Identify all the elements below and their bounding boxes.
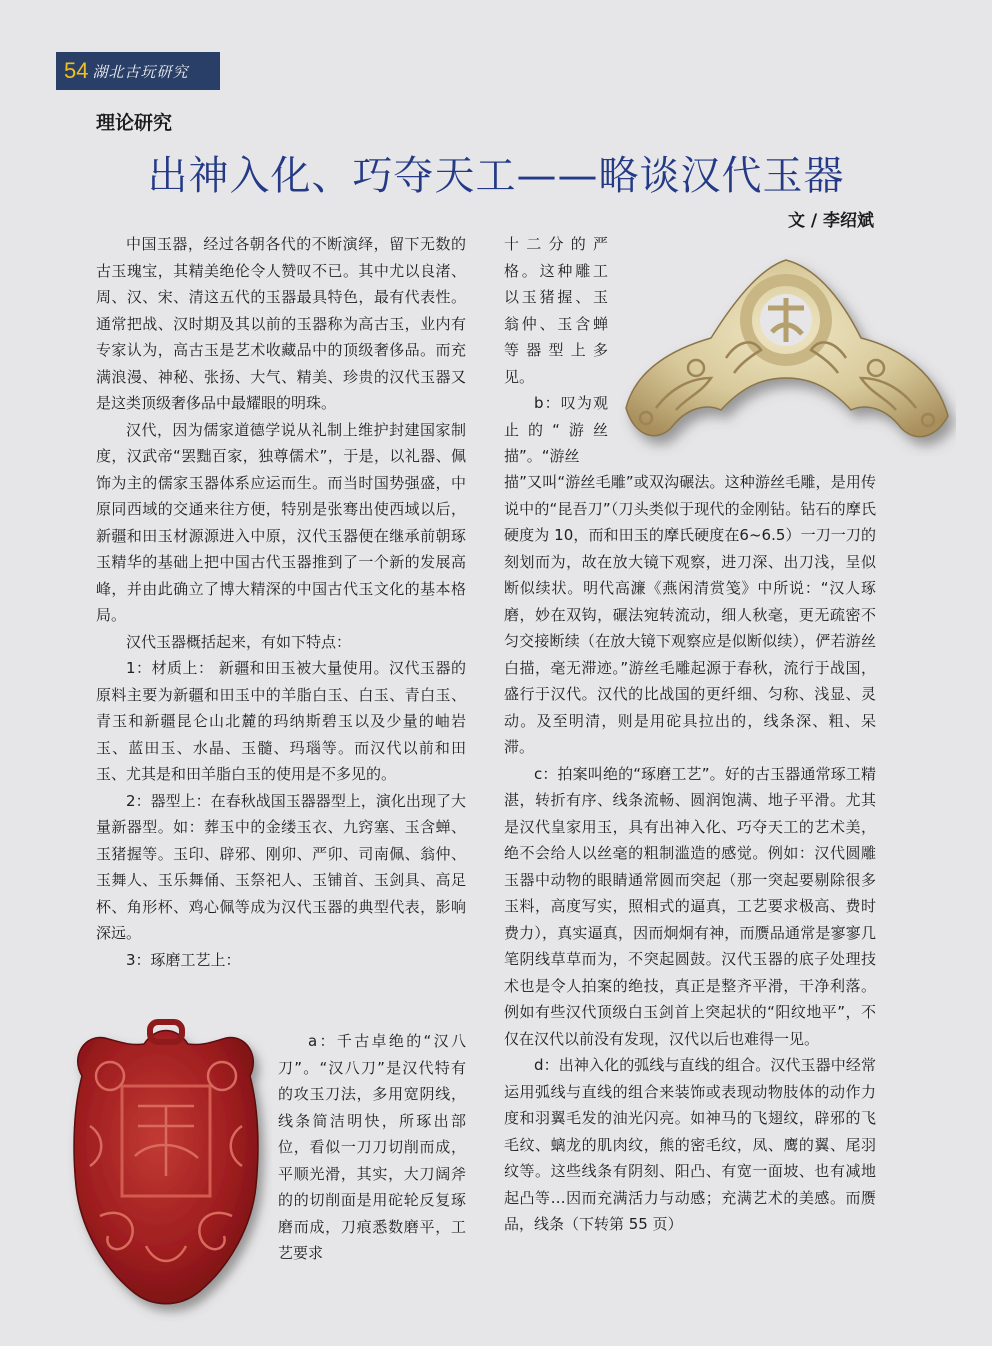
paragraph: 描”又叫“游丝毛雕”或双沟碾法。这种游丝毛雕，是用传说中的“昆吾刀”（刀头类似于现代的金刚钻。钻石的摩氏硬度为 10，而和田玉的摩氏硬度在6~6.5）一刀一刀的刻划而为，故在放大镜下观察，进刀深、出刀浅，呈似断似续状。明代高濂《燕闲清赏笺》中所说：“汉人琢磨，妙在双钩，碾法宛转流动，细人秋毫，更无疏密不匀交接断续（在放大镜下观察应是似断似续），俨若游丝白描，毫无滞迹。”游丝毛雕起源于春秋，流行于战国，盛行于汉代。汉代的比战国的更纤细、匀称、浅显、灵动。及至明清，则是用砣具拉出的，线条深、粗、呆滞。 <box>504 473 876 756</box>
paragraph: d：出神入化的弧线与直线的组合。汉代玉器中经常运用弧线与直线的组合来装饰或表现动物肢体的动作力度和羽翼毛发的油光闪亮。如神马的飞翅纹，辟邪的飞毛纹、螭龙的肌肉纹，熊的密毛纹，凤、鹰的翼、尾羽纹等。这些线条有阴刻、阳凸、有宽一面坡、也有减地起凸等…因而充满活力与动感；充满艺术的美感。而赝品，线条（下转第 55 页） <box>504 1056 876 1233</box>
red-jade-pendant-image <box>60 1016 272 1322</box>
jade-plaque-image <box>616 238 956 456</box>
left-wrap-column <box>278 1028 466 1267</box>
page-number: 54 <box>64 58 89 83</box>
author-byline: 文 / 李绍斌 <box>787 211 874 231</box>
paragraph: a：千古卓绝的“汉八刀”。“汉八刀”是汉代特有的攻玉刀法，多用宽阴线，线条简洁明快，所琢出部位，看似一刀刀切削而成，平顺光滑，其实，大刀阔斧的的切削面是用砣轮反复琢磨而成，刀痕悉数磨平，工艺要求 <box>278 1032 466 1262</box>
paragraph: 汉代玉器概括起来，有如下特点： <box>126 632 352 651</box>
article-title: 出神入化、巧夺天工——略谈汉代玉器 <box>147 153 845 199</box>
paragraph: c：拍案叫绝的“琢磨工艺”。好的古玉器通常琢工精湛，转折有序、线条流畅、圆润饱满、地子平滑。尤其是汉代皇家用玉，具有出神入化、巧夺天工的艺术美，绝不会给人以丝毫的粗制滥造的感觉。例如：汉代圆雕玉器中动物的眼睛通常圆而突起（那一突起要剔除很多玉料，高度写实，照相式的逼真，工艺要求极高、费时费力），真实逼真，因而炯炯有神，而赝品通常是寥寥几笔阴线草草而为，不突起圆鼓。汉代玉器的底子处理技术也是令人拍案的绝技，真正是整齐平滑，干净利落。例如有些汉代顶级白玉剑首上突起状的“阳纹地平”，不仅在汉代以前没有发现，汉代以后也难得一见。 <box>504 764 876 1048</box>
paragraph: 中国玉器，经过各朝各代的不断演绎，留下无数的古玉瑰宝，其精美绝伦令人赞叹不已。其中尤以良渚、周、汉、宋、清这五代的玉器最具特色，最有代表性。通常把战、汉时期及其以前的玉器称为高古玉，业内有专家认为，高古玉是艺术收藏品中的顶级奢侈品。而充满浪漫、神秘、张扬、大气、精美、珍贵的汉代玉器又是这类顶级奢侈品中最耀眼的明珠。 <box>96 235 466 412</box>
paragraph: 汉代，因为儒家道德学说从礼制上维护封建国家制度，汉武帝“罢黜百家，独尊儒术”，于是，以礼器、佩饰为主的儒家玉器体系应运而生。而当时国势强盛，中原同西域的交通来往方便，特别是张骞出使西域以后，新疆和田玉材源源进入中原，汉代玉器便在继承前朝琢玉精华的基础上把中国古代玉器推到了一个新的发展高峰，并由此确立了博大精深的中国古代玉文化的基本格局。 <box>96 420 466 624</box>
paragraph: 1：材质上： 新疆和田玉被大量使用。汉代玉器的原料主要为新疆和田玉中的羊脂白玉、白玉、青白玉、青玉和新疆昆仑山北麓的玛纳斯碧玉以及少量的岫岩玉、蓝田玉、水晶、玉髓、玛瑙等。而汉代以前和田玉、尤其是和田羊脂白玉的使用是不多见的。 <box>96 659 466 783</box>
paragraph: b：叹为观止的“游丝描”。“游丝 <box>504 394 608 465</box>
right-narrow-column <box>504 231 608 470</box>
right-column <box>504 469 876 1238</box>
magazine-name: 湖北古玩研究 <box>92 62 189 81</box>
paragraph: 2：器型上：在春秋战国玉器器型上，演化出现了大量新器型。如：葬玉中的金缕玉衣、九窍塞、玉含蝉、玉猪握等。玉印、辟邪、刚卯、严卯、司南佩、翁仲、玉舞人、玉乐舞俑、玉祭祀人、玉铺首、玉剑具、高足杯、角形杯、鸡心佩等成为汉代玉器的典型代表，影响深远。 <box>96 791 466 942</box>
section-label: 理论研究 <box>96 112 173 134</box>
left-column <box>96 231 466 973</box>
paragraph: 十二分的严格。这种雕工以玉猪握、玉翁仲、玉含蝉等器型上多见。 <box>504 235 608 386</box>
paragraph: 3：琢磨工艺上： <box>126 950 241 969</box>
page-header-tab <box>56 52 220 90</box>
